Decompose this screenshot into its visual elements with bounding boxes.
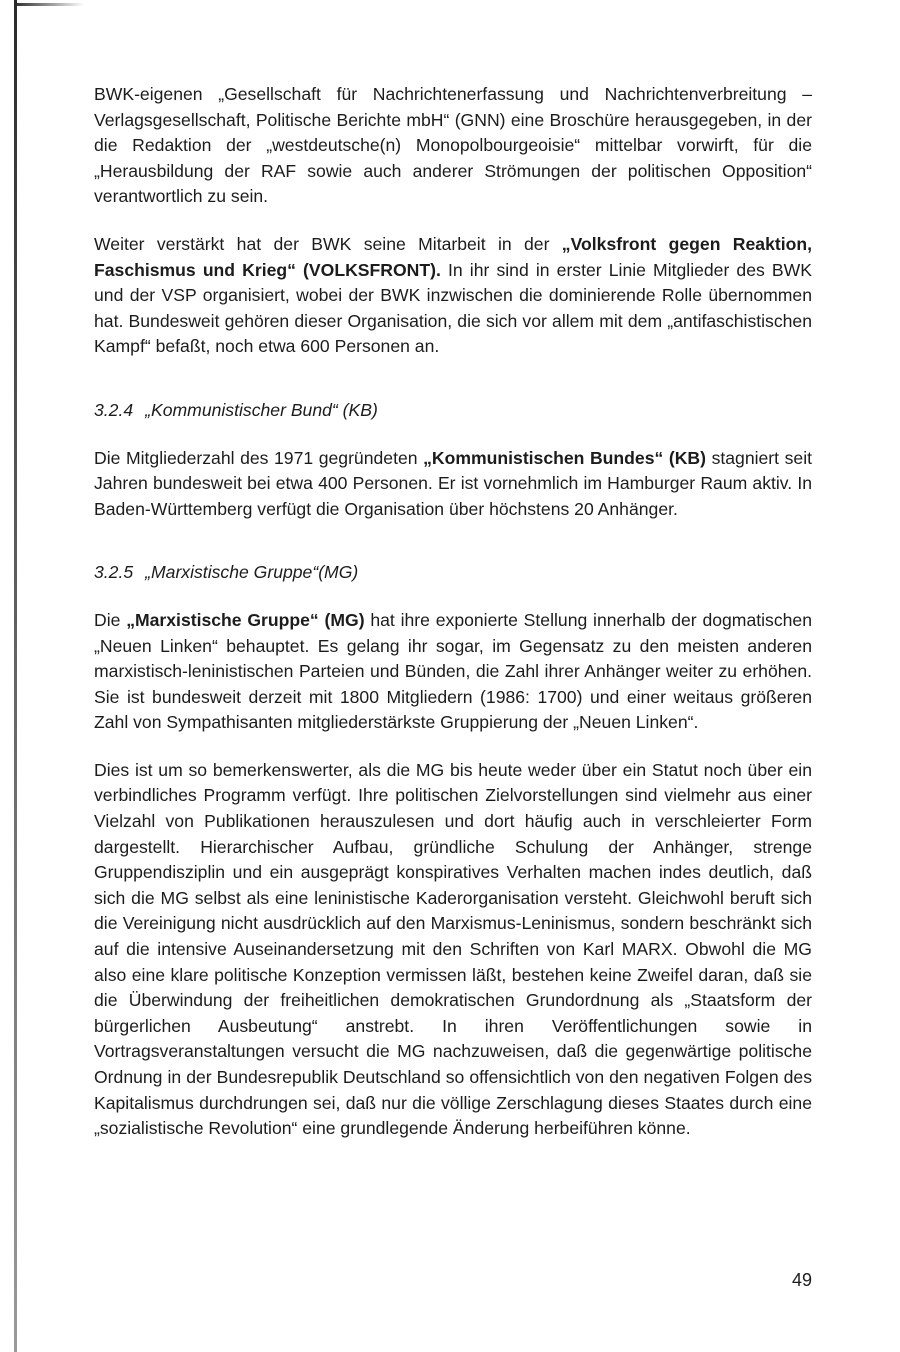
paragraph-text: hat ihre exponierte Stellung innerhalb der dogmatischen „Neuen Linken“ behauptet. Es gelang ihr sogar, im Gegensatz zu den meisten anderen marxistisch-leninistischen Parteien und Bünden, die Zahl ihrer Anhänger weiter zu erhöhen. Sie ist bundesweit derzeit mit 1800 Mitgliedern (1986: 1700) und einer weitaus größeren Zahl von Sympathisanten mitgliederstärkste Gruppierung der „Neuen Linken“. — [94, 609, 812, 733]
page-number: 49 — [791, 1270, 812, 1290]
paragraph-text: Die Mitgliederzahl des 1971 gegründeten — [94, 447, 424, 468]
scan-edge-left — [14, 0, 17, 1352]
paragraph-kb — [94, 446, 812, 523]
paragraph-text: Weiter verstärkt hat der BWK seine Mitarbeit in der — [94, 233, 562, 254]
bold-term-mg: „Marxistische Gruppe“ (MG) — [126, 609, 365, 630]
section-title: „Kommunistischer Bund“ (KB) — [145, 399, 378, 420]
paragraph-text: Dies ist um so bemerkenswerter, als die MG bis heute weder über ein Statut noch über ein verbindliches Programm verfügt. Ihre politischen Zielvorstellungen sind vielmehr aus einer Vielzahl von Publikationen herauszulesen und dort häufig auch in verschleierter Form dargestellt. Hierarchischer Aufbau, gründliche Schulung der Anhänger, strenge Gruppendisziplin und ein ausgeprägt konspiratives Verhalten machen indes deutlich, daß sich die MG selbst als eine leninistische Kaderorganisation versteht. Gleichwohl beruft sich die Vereinigung nicht ausdrücklich auf den Marxismus-Leninismus, sondern beschränkt sich auf die intensive Auseinandersetzung mit den Schriften von Karl MARX. Obwohl die MG also eine klare politische Konzeption vermissen läßt, bestehen keine Zweifel daran, daß sie die Überwindung der freiheitlichen demokratischen Grundordnung als „Staatsform der bürgerlichen Ausbeutung“ anstrebt. In ihren Veröffentlichungen sowie in Vortragsveranstaltungen versucht die MG nachzuweisen, daß die gegenwärtige politische Ordnung in der Bundesrepublik Deutschland so offensichtlich von den negativen Folgen des Kapitalismus durchdrungen sei, daß nur die völlige Zerschlagung dieses Staates durch eine „sozialistische Revolution“ eine grundlegende Änderung herbeiführen könne. — [94, 759, 812, 1139]
paragraph-text: In ihr sind in erster Linie Mitglieder des BWK und der VSP organisiert, wobei der BWK inzwischen die dominierende Rolle übernommen hat. Bundesweit gehören dieser Organisation, die sich vor allem mit dem „antifaschistischen Kampf“ befaßt, noch etwa 600 Personen an. — [94, 259, 812, 357]
section-number: 3.2.5 — [94, 562, 134, 583]
bold-term-kb: „Kommunistischen Bundes“ (KB) — [423, 447, 706, 468]
section-heading-mg — [94, 560, 812, 586]
paragraph-volksfront — [94, 232, 812, 360]
bold-term-volksfront: „Volksfront gegen Reaktion, Faschismus und Krieg“ (VOLKSFRONT). — [94, 233, 812, 280]
paragraph-mg-details — [94, 758, 812, 1142]
section-title: „Marxistische Gruppe“(MG) — [145, 562, 359, 583]
section-heading-kb — [94, 398, 812, 424]
paragraph-text: Die — [94, 609, 127, 630]
page-body — [94, 82, 812, 1142]
paragraph-gnn-brochure — [94, 82, 812, 210]
paragraph-text: BWK-eigenen „Gesellschaft für Nachrichtenerfassung und Nachrichtenverbreitung – Verlagsgesellschaft, Politische Berichte mbH“ (GNN) eine Broschüre herausgegeben, in der die Redaktion der „westdeutsche(n) Monopolbourgeoisie“ mittelbar vorwirft, für die „Herausbildung der RAF sowie auch anderer Strömungen der politischen Opposition“ verantwortlich zu sein. — [94, 84, 812, 207]
paragraph-mg-intro — [94, 608, 812, 736]
section-number: 3.2.4 — [94, 399, 134, 420]
scan-edge-top — [14, 3, 84, 6]
paragraph-text: stagniert seit Jahren bundesweit bei etwa 400 Personen. Er ist vornehmlich im Hamburger Raum aktiv. In Baden-Württemberg verfügt die Organisation über höchstens 20 Anhänger. — [94, 447, 812, 519]
